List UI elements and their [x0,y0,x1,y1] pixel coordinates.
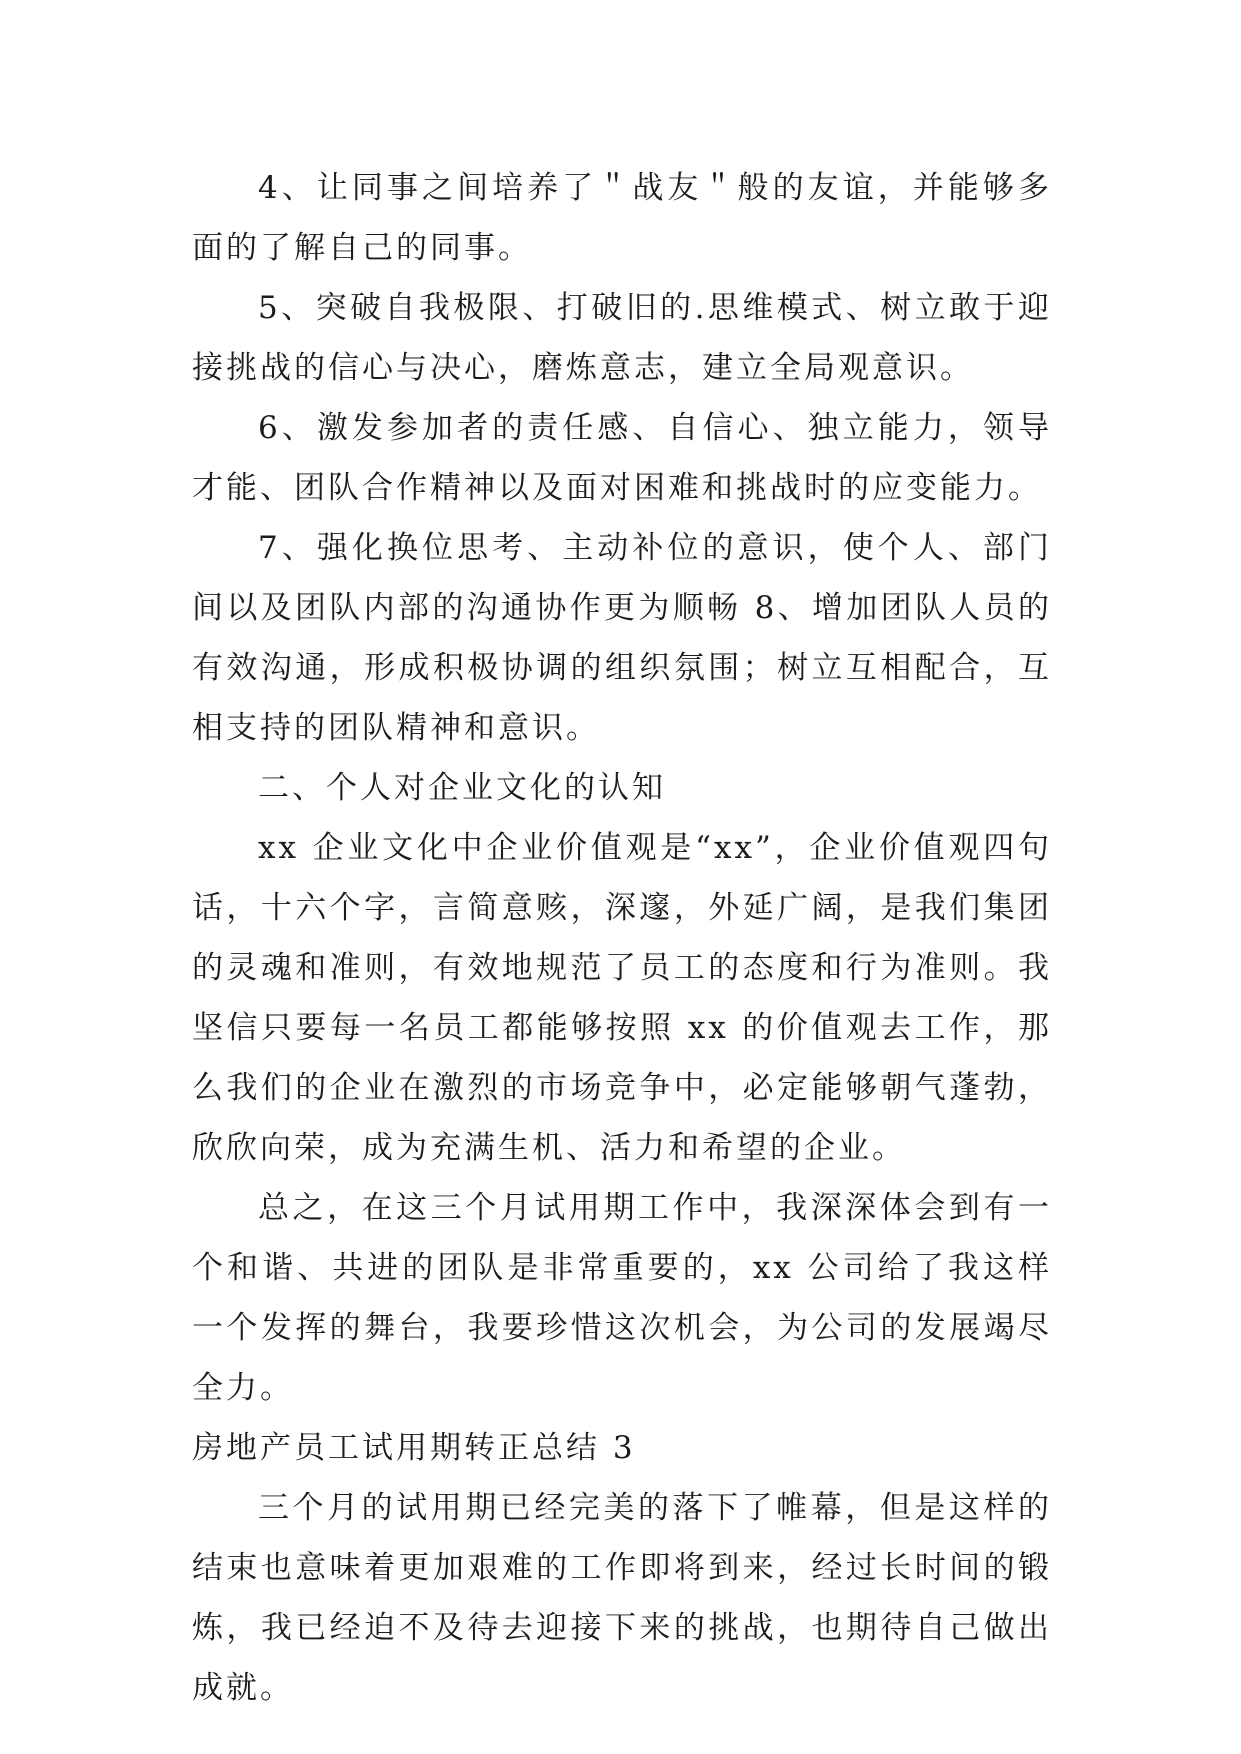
paragraph-final: 三个月的试用期已经完美的落下了帷幕，但是这样的结束也意味着更加艰难的工作即将到来，经过长时间的锻炼，我已经迫不及待去迎接下来的挑战，也期待自己做出成就。 [192,1490,1052,1706]
paragraph-culture: xx 企业文化中企业价值观是“xx”，企业价值观四句话，十六个字，言简意赅，深邃，外延广阔，是我们集团的灵魂和准则，有效地规范了员工的态度和行为准则。我坚信只要每一名员工都能够按照 xx 的价值观去工作，那么我们的企业在激烈的市场竞争中，必定能够朝气蓬勃，欣欣向荣，成为充满生机、活力和希望的企业。 [192,830,1052,1166]
section-heading-culture: 二、个人对企业文化的认知 [258,770,666,806]
paragraph-item-7-8: 7、强化换位思考、主动补位的意识，使个人、部门间以及团队内部的沟通协作更为顺畅 8、增加团队人员的有效沟通，形成积极协调的组织氛围；树立互相配合，互相支持的团队精神和意识。 [192,530,1052,746]
paragraph-conclusion: 总之，在这三个月试用期工作中，我深深体会到有一个和谐、共进的团队是非常重要的，xx 公司给了我这样一个发挥的舞台，我要珍惜这次机会，为公司的发展竭尽全力。 [192,1190,1052,1406]
section-title: 房地产员工试用期转正总结 3 [192,1430,636,1466]
paragraph-item-6: 6、激发参加者的责任感、自信心、独立能力，领导才能、团队合作精神以及面对困难和挑战时的应变能力。 [192,410,1052,506]
document-body [192,158,1052,1718]
paragraph-item-5: 5、突破自我极限、打破旧的.思维模式、树立敢于迎接挑战的信心与决心，磨炼意志，建立全局观意识。 [192,290,1052,386]
paragraph-item-4: 4、让同事之间培养了＂战友＂般的友谊，并能够多面的了解自己的同事。 [192,170,1052,266]
